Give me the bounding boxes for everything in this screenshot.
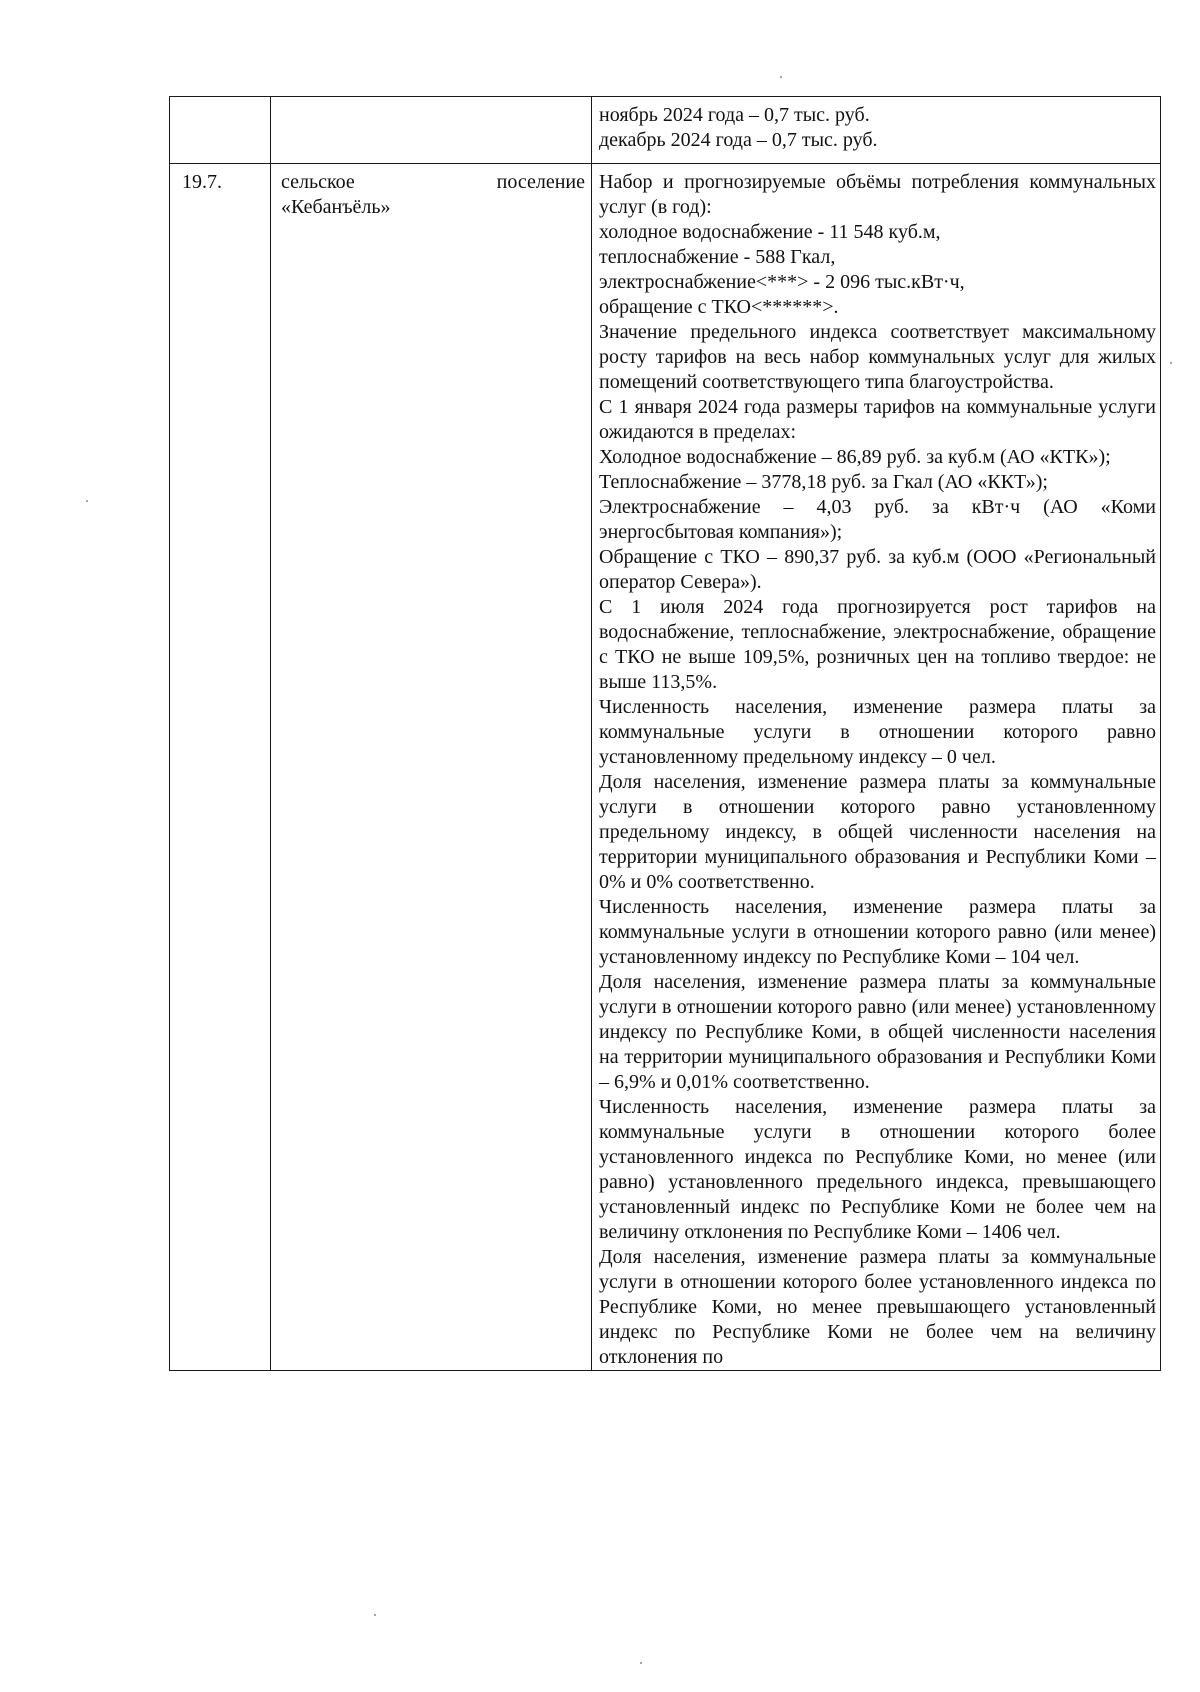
paragraph: Численность населения, изменение размера платы за коммунальные услуги в отношении которого равно установленному предельному индексу – 0 чел. [599,696,1156,768]
paragraph: Доля населения, изменение размера платы за коммунальные услуги в отношении которого равно установленному предельному индексу, в общей численности населения на территории муниципального образования и Республики Коми – 0% и 0% соответственно. [599,771,1156,893]
paragraph: Доля населения, изменение размера платы за коммунальные услуги в отношении которого более установленного индекса по Республике Коми, но менее превышающего установленный индекс по Республике Коми не более чем на величину отклонения по [599,1246,1156,1368]
cell-number-empty [170,97,271,164]
paragraph: Значение предельного индекса соответствует максимальному росту тарифов на весь набор коммунальных услуг для жилых помещений соответствующего типа благоустройства. [599,321,1156,393]
paragraph: Доля населения, изменение размера платы за коммунальные услуги в отношении которого равно (или менее) установленному индексу по Республике Коми, в общей численности населения на территории муниципального образования и Республики Коми – 6,9% и 0,01% соответственно. [599,971,1156,1093]
scan-speck [780,76,782,78]
paragraph: Холодное водоснабжение – 86,89 руб. за куб.м (АО «КТК»); [599,446,1111,468]
scan-speck [374,1614,376,1616]
text-line: обращение с ТКО<******>. [599,296,839,318]
paragraph: С 1 января 2024 года размеры тарифов на коммунальные услуги ожидаются в пределах: [599,396,1156,443]
text-line: декабрь 2024 года – 0,7 тыс. руб. [599,129,878,151]
paragraph: Обращение с ТКО – 890,37 руб. за куб.м (ООО «Региональный оператор Севера»). [599,546,1156,593]
settlement-title: «Кебанъёль» [281,196,391,218]
settlement-type: сельское поселение [281,171,585,193]
cell-description-continued [592,97,1161,164]
settlement-name [271,164,592,1371]
scan-speck [640,1662,642,1664]
cell-description [592,164,1161,1371]
text-line: теплоснабжение - 588 Гкал, [599,246,836,268]
paragraph: Численность населения, изменение размера платы за коммунальные услуги в отношении которого более установленного индекса по Республике Коми, но менее (или равно) установленного предельного индекса, превышающего установленный индекс по Республике Коми не более чем на величину отклонения по Республике Коми – 1406 чел. [599,1096,1156,1243]
paragraph: Теплоснабжение – 3778,18 руб. за Гкал (АО «ККТ»); [599,471,1048,493]
table-row-19-7 [170,164,1161,1371]
paragraph-volumes: Набор и прогнозируемые объёмы потребления коммунальных услуг (в год): [599,171,1156,218]
text-line: электроснабжение<***> - 2 096 тыс.кВт·ч, [599,271,965,293]
table-row-continued [170,97,1161,164]
text-line: холодное водоснабжение - 11 548 куб.м, [599,221,941,243]
paragraph: Электроснабжение – 4,03 руб. за кВт·ч (АО «Коми энергосбытовая компания»); [599,496,1156,543]
text-line: ноябрь 2024 года – 0,7 тыс. руб. [599,104,870,126]
tariff-table [169,96,1161,1371]
scan-speck [1170,362,1172,364]
cell-name-empty [271,97,592,164]
paragraph: Численность населения, изменение размера платы за коммунальные услуги в отношении которого равно (или менее) установленному индексу по Республике Коми – 104 чел. [599,896,1156,968]
row-number: 19.7. [170,164,271,1371]
scan-speck [86,500,88,502]
paragraph: С 1 июля 2024 года прогнозируется рост тарифов на водоснабжение, теплоснабжение, электроснабжение, обращение с ТКО не выше 109,5%, розничных цен на топливо твердое: не выше 113,5%. [599,596,1156,693]
